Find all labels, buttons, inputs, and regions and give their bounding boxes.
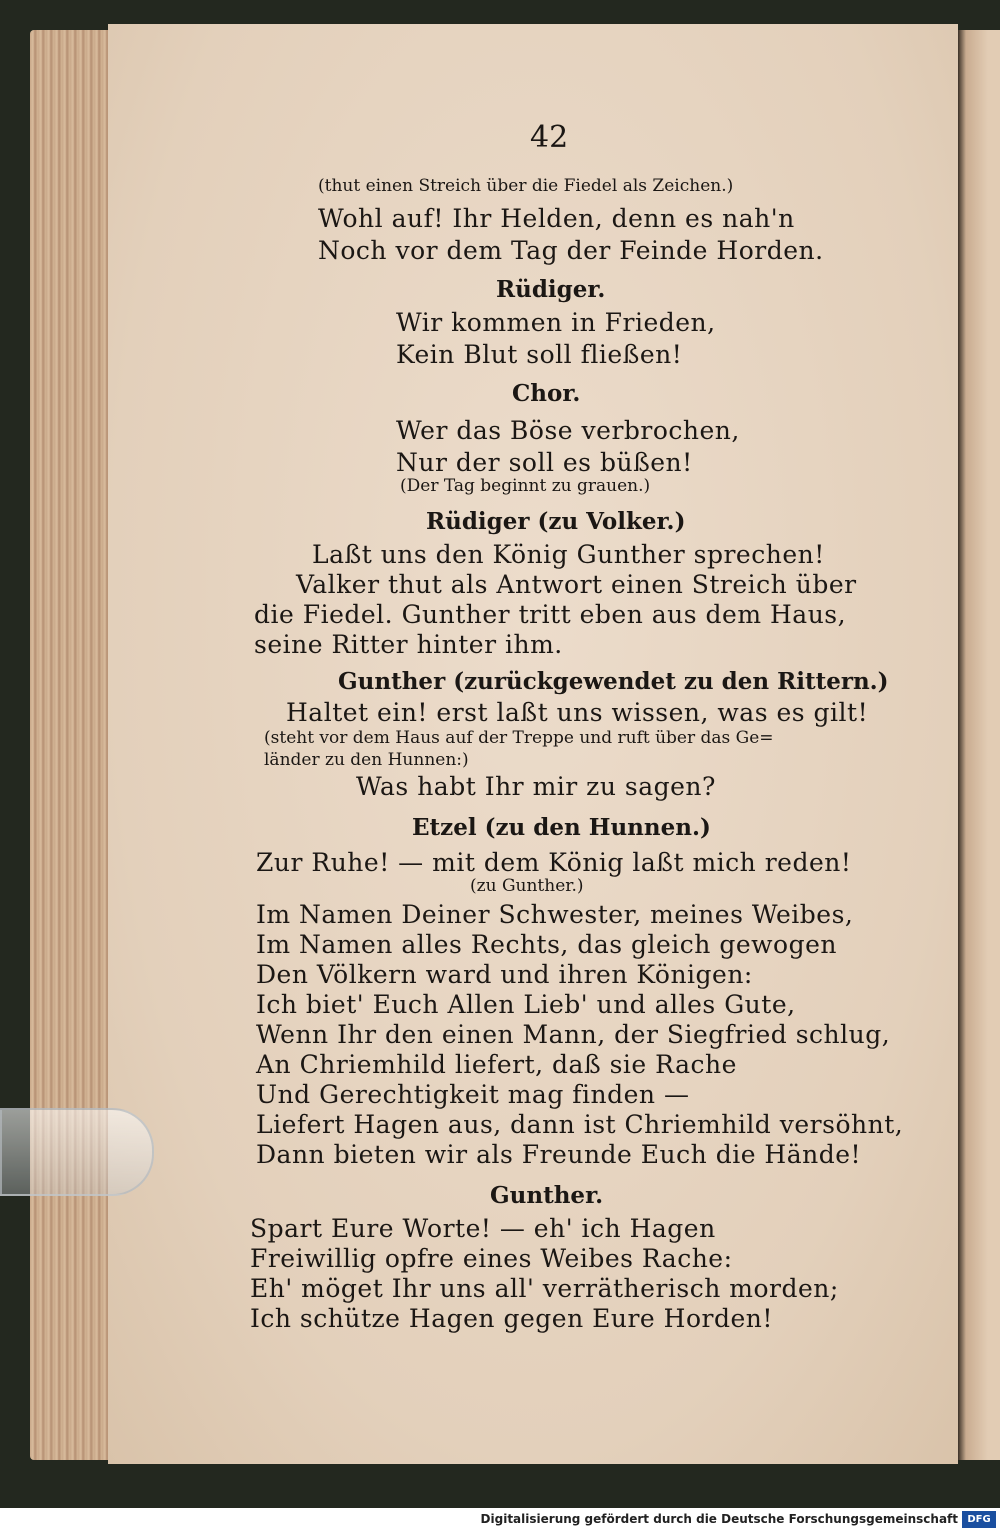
verse-line: Liefert Hagen aus, dann ist Chriemhild versöhnt, <box>256 1110 904 1139</box>
stage-direction: seine Ritter hinter ihm. <box>254 630 563 659</box>
facing-page-edge <box>958 30 1000 1460</box>
verse-line: Ich schütze Hagen gegen Eure Horden! <box>250 1304 773 1333</box>
speaker-name: Chor. <box>512 380 581 407</box>
page-edges <box>30 30 120 1460</box>
verse-line: Haltet ein! erst laßt uns wissen, was es gilt! <box>286 698 869 727</box>
funding-credit: Digitalisierung gefördert durch die Deutsche Forschungsgemeinschaft <box>480 1512 958 1526</box>
speaker-name: Rüdiger (zu Volker.) <box>426 508 686 535</box>
verse-line: Nur der soll es büßen! <box>396 448 693 477</box>
dfg-logo: DFG <box>962 1511 996 1528</box>
verse-line: Spart Eure Worte! — eh' ich Hagen <box>250 1214 716 1243</box>
verse-line: Zur Ruhe! — mit dem König laßt mich reden! <box>256 848 852 877</box>
verse-line: Eh' möget Ihr uns all' verrätherisch morden; <box>250 1274 839 1303</box>
verse-line: Den Völkern ward und ihren Königen: <box>256 960 753 989</box>
verse-line: Dann bieten wir als Freunde Euch die Hände! <box>256 1140 862 1169</box>
footer-bar <box>0 1508 1000 1532</box>
stage-direction: (steht vor dem Haus auf der Treppe und ruft über das Ge= <box>264 728 774 748</box>
verse-line: Noch vor dem Tag der Feinde Horden. <box>318 236 824 265</box>
verse-line: Kein Blut soll fließen! <box>396 340 683 369</box>
stage-direction: (Der Tag beginnt zu grauen.) <box>400 476 651 496</box>
verse-line: An Chriemhild liefert, daß sie Rache <box>256 1050 737 1079</box>
verse-line: Wenn Ihr den einen Mann, der Siegfried schlug, <box>256 1020 891 1049</box>
stage-direction: länder zu den Hunnen:) <box>264 750 469 770</box>
verse-line: Laßt uns den König Gunther sprechen! <box>312 540 825 569</box>
verse-line: Freiwillig opfre eines Weibes Rache: <box>250 1244 733 1273</box>
page-number: 42 <box>530 120 569 155</box>
verse-line: Wir kommen in Frieden, <box>396 308 716 337</box>
verse-line: Im Namen alles Rechts, das gleich gewogen <box>256 930 837 959</box>
speaker-name: Gunther. <box>490 1182 604 1209</box>
speaker-name: Rüdiger. <box>496 276 606 303</box>
verse-line: Was habt Ihr mir zu sagen? <box>356 772 716 801</box>
verse-line: Ich biet' Euch Allen Lieb' und alles Gute, <box>256 990 796 1019</box>
verse-line: Und Gerechtigkeit mag finden — <box>256 1080 690 1109</box>
stage-direction: die Fiedel. Gunther tritt eben aus dem Haus, <box>254 600 847 629</box>
verse-line: Wohl auf! Ihr Helden, denn es nah'n <box>318 204 795 233</box>
verse-line: Im Namen Deiner Schwester, meines Weibes, <box>256 900 854 929</box>
stage-direction: Valker thut als Antwort einen Streich über <box>296 570 857 599</box>
stage-direction: (thut einen Streich über die Fiedel als Zeichen.) <box>318 176 734 196</box>
speaker-name: Gunther (zurückgewendet zu den Rittern.) <box>338 668 889 695</box>
page-clip <box>0 1108 154 1196</box>
verse-line: Wer das Böse verbrochen, <box>396 416 740 445</box>
stage-direction: (zu Gunther.) <box>470 876 584 896</box>
speaker-name: Etzel (zu den Hunnen.) <box>412 814 711 841</box>
